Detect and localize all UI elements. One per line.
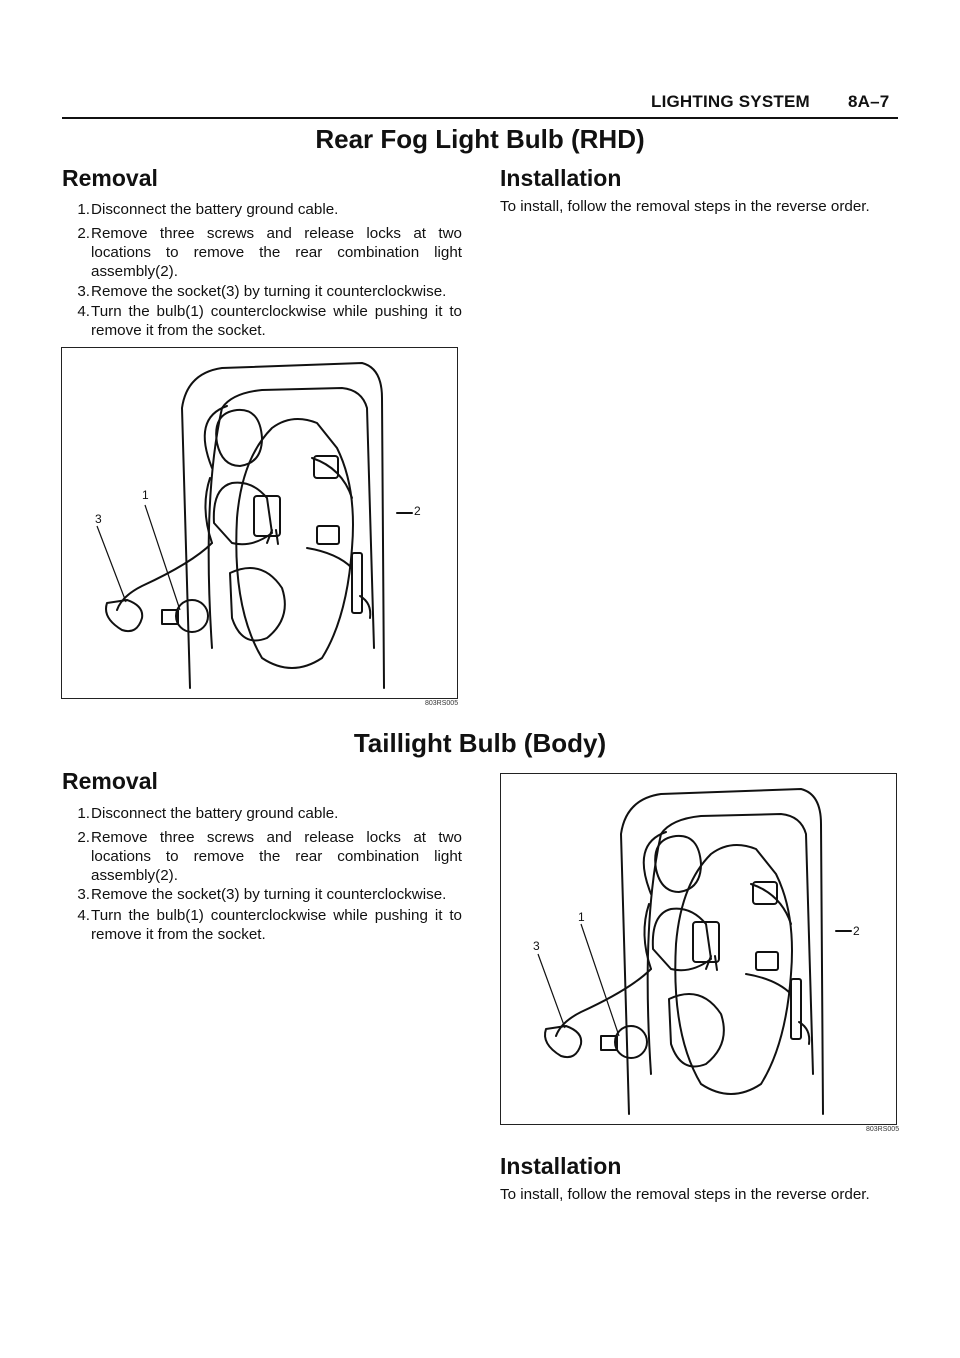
taillight-step-2 [62, 828, 462, 885]
taillight-step-4 [62, 906, 462, 944]
taillight-removal-heading: Removal [62, 768, 158, 794]
step-number: 4. [77, 907, 90, 924]
step-number: 3. [77, 886, 90, 903]
rear-fog-installation-heading: Installation [500, 165, 622, 191]
step-number: 2. [77, 829, 90, 846]
callout-1: 1 [578, 910, 585, 924]
rear-fog-figure [61, 347, 458, 699]
taillight-step-3 [62, 885, 462, 904]
step-text: Remove the socket(3) by turning it counterclockwise. [91, 886, 447, 903]
rear-fog-installation-text: To install, follow the removal steps in the reverse order. [500, 198, 870, 215]
header-section-title: LIGHTING SYSTEM [651, 92, 810, 111]
taillight-installation-heading: Installation [500, 1153, 622, 1179]
header-page-number: 8A–7 [848, 92, 890, 111]
step-text: Turn the bulb(1) counterclockwise while pushing it to remove it from the socket. [91, 907, 462, 943]
rear-fog-figure-code: 803RS005 [425, 700, 459, 707]
step-number: 3. [77, 283, 90, 300]
step-text: Turn the bulb(1) counterclockwise while pushing it to remove it from the socket. [91, 303, 462, 339]
callout-3: 3 [533, 939, 540, 953]
rear-fog-step-4 [62, 302, 462, 340]
callout-3: 3 [95, 512, 102, 526]
step-text: Disconnect the battery ground cable. [91, 201, 339, 218]
taillight-installation-text: To install, follow the removal steps in the reverse order. [500, 1186, 870, 1203]
step-text: Disconnect the battery ground cable. [91, 805, 339, 822]
rear-fog-section-title: Rear Fog Light Bulb (RHD) [315, 124, 645, 154]
step-number: 2. [77, 225, 90, 242]
step-text: Remove the socket(3) by turning it counterclockwise. [91, 283, 447, 300]
step-number: 1. [77, 201, 90, 218]
step-text: Remove three screws and release locks at two locations to remove the rear combination light assembly(2). [91, 829, 462, 884]
rear-fog-step-2 [62, 224, 462, 281]
callout-1: 1 [142, 488, 149, 502]
callout-2: 2 [853, 924, 860, 938]
step-text: Remove three screws and release locks at two locations to remove the rear combination light assembly(2). [91, 225, 462, 280]
step-number: 1. [77, 805, 90, 822]
step-number: 4. [77, 303, 90, 320]
callout-2: 2 [414, 504, 421, 518]
taillight-step-1 [62, 804, 462, 823]
header-rule [62, 117, 898, 119]
rear-fog-step-3 [62, 282, 462, 301]
taillight-section-title: Taillight Bulb (Body) [353, 728, 607, 758]
rear-fog-removal-heading: Removal [62, 165, 158, 191]
tail-lamp-illustration [501, 774, 896, 1124]
rear-fog-step-1 [62, 200, 462, 219]
taillight-figure [500, 773, 897, 1125]
tail-lamp-illustration [62, 348, 457, 698]
taillight-figure-code: 803RS005 [866, 1126, 900, 1133]
